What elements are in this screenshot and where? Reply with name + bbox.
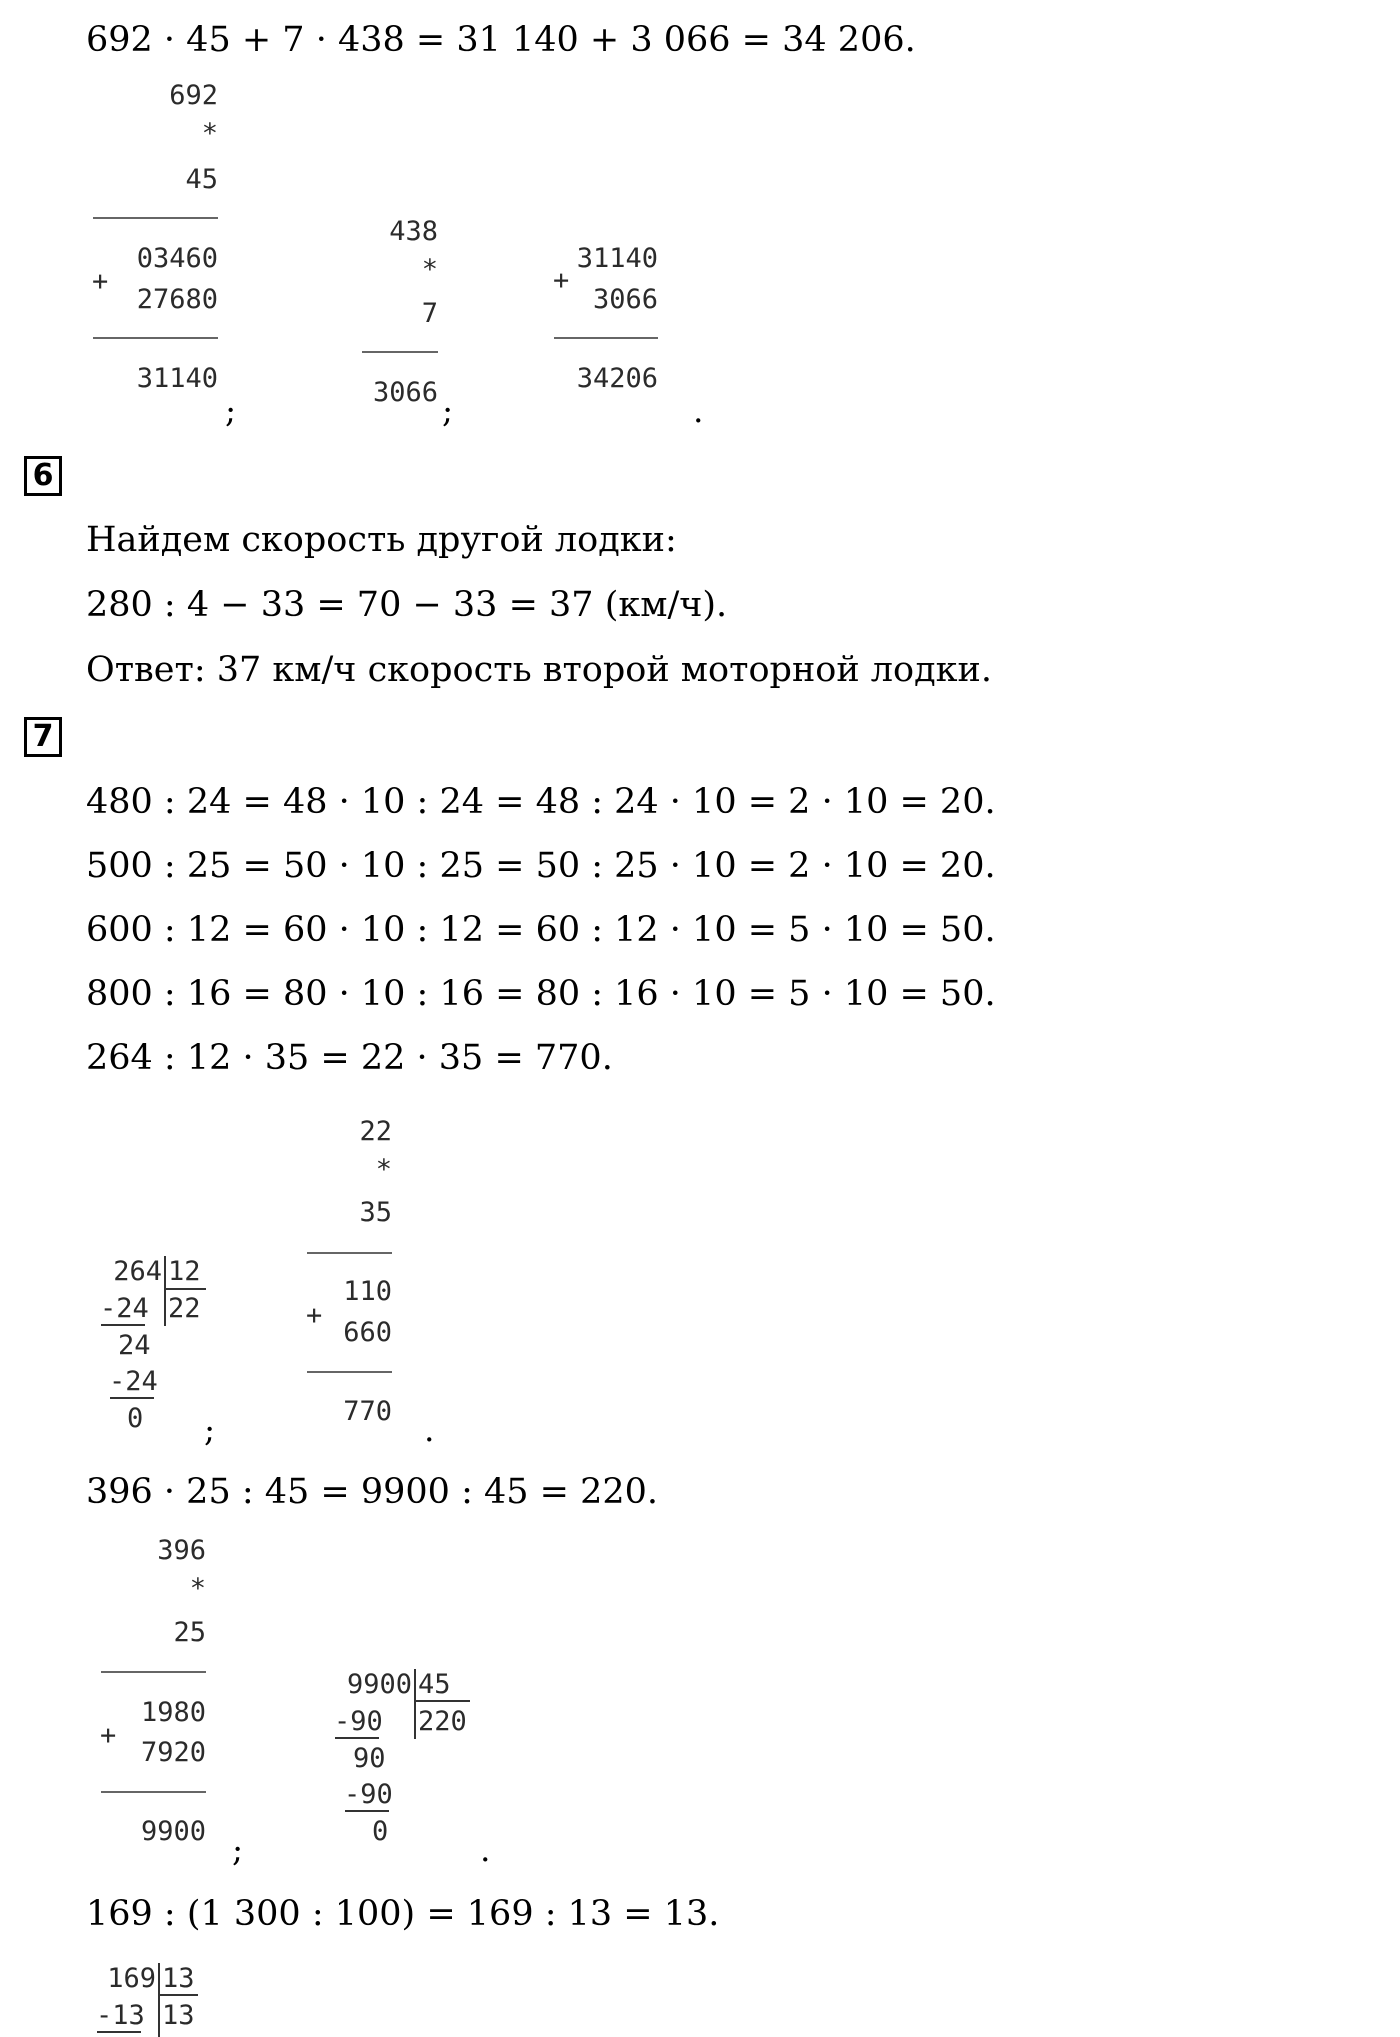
multiply-sign: * (375, 1154, 392, 1185)
equation-line: 169 : (1 300 : 100) = 169 : 13 = 13. (86, 1894, 720, 1934)
multiplicand: 396 (157, 1535, 206, 1566)
partial-product-2: 660 (343, 1317, 392, 1348)
underline (345, 1810, 389, 1812)
division-bar (164, 1256, 166, 1326)
partial-product-2: 7920 (140, 1737, 206, 1768)
underline (97, 2031, 141, 2033)
multiplier: 7 (421, 298, 438, 329)
equation-line: 500 : 25 = 50 · 10 : 25 = 50 : 25 · 10 = 2 · 10 = 20. (86, 846, 996, 886)
partial-product-1: 110 (343, 1276, 392, 1307)
plus-sign: + (100, 1720, 117, 1751)
multiplicand: 692 (169, 80, 218, 111)
semicolon: ; (204, 1410, 216, 1449)
semicolon: ; (232, 1830, 244, 1869)
equation-line: 264 : 12 · 35 = 22 · 35 = 770. (86, 1038, 613, 1078)
subtrahend-1: -90 (334, 1706, 383, 1737)
underline (110, 1397, 154, 1399)
dividend: 9900 (346, 1669, 412, 1700)
division-bar (414, 1669, 416, 1739)
equation-line: 600 : 12 = 60 · 10 : 12 = 60 : 12 · 10 = 5 · 10 = 50. (86, 910, 996, 950)
task-number-7: 7 (24, 717, 62, 757)
task-number-6: 6 (24, 456, 62, 496)
plus-sign: + (306, 1300, 323, 1331)
text-line: Найдем скорость другой лодки: (86, 520, 677, 560)
divisor-rule (166, 1288, 206, 1290)
period: . (693, 391, 704, 430)
partial-product-2: 27680 (136, 284, 218, 315)
equation-line: 800 : 16 = 80 · 10 : 16 = 80 : 16 · 10 = 5 · 10 = 50. (86, 974, 996, 1014)
multiplicand: 22 (359, 1116, 392, 1147)
semicolon: ; (442, 391, 454, 430)
addend-2: 3066 (592, 284, 658, 315)
rule (307, 1371, 392, 1373)
subtrahend-1: -24 (100, 1293, 149, 1324)
divisor: 12 (168, 1256, 201, 1287)
plus-sign: + (92, 266, 109, 297)
product: 3066 (372, 377, 438, 408)
remainder: 0 (372, 1816, 389, 1847)
rule (93, 337, 218, 339)
multiplier: 45 (185, 164, 218, 195)
divisor: 45 (418, 1669, 451, 1700)
dividend: 264 (113, 1256, 162, 1287)
equation-692-45: 692 · 45 + 7 · 438 = 31 140 + 3 066 = 34 206. (86, 20, 916, 60)
quotient: 220 (418, 1706, 467, 1737)
remainder-step: 90 (353, 1743, 386, 1774)
equation-line: 480 : 24 = 48 · 10 : 24 = 48 : 24 · 10 = 2 · 10 = 20. (86, 782, 996, 822)
sum: 34206 (576, 363, 658, 394)
equation-line: 396 · 25 : 45 = 9900 : 45 = 220. (86, 1472, 659, 1512)
underline (335, 1737, 379, 1739)
multiply-sign: * (189, 1573, 206, 1604)
rule (307, 1252, 392, 1254)
division-bar (158, 1963, 160, 2037)
addend-1: 31140 (576, 243, 658, 274)
divisor: 13 (162, 1963, 195, 1994)
period: . (424, 1410, 435, 1449)
rule (93, 217, 218, 219)
multiplier: 25 (173, 1617, 206, 1648)
subtrahend-2: -90 (344, 1779, 393, 1810)
semicolon: ; (225, 391, 237, 430)
divisor-rule (160, 1994, 198, 1996)
multiply-sign: * (421, 254, 438, 285)
subtrahend-2: -24 (109, 1366, 158, 1397)
divisor-rule (416, 1700, 470, 1702)
rule (101, 1671, 206, 1673)
product: 9900 (140, 1816, 206, 1847)
partial-product-1: 1980 (140, 1697, 206, 1728)
rule (362, 351, 438, 353)
equation-line: 280 : 4 − 33 = 70 − 33 = 37 (км/ч). (86, 585, 728, 625)
subtrahend-1: -13 (96, 2000, 145, 2031)
partial-product-1: 03460 (136, 243, 218, 274)
remainder: 0 (127, 1403, 144, 1434)
multiplier: 35 (359, 1197, 392, 1228)
rule (101, 1791, 206, 1793)
quotient: 13 (162, 2000, 195, 2031)
quotient: 22 (168, 1293, 201, 1324)
plus-sign: + (553, 265, 570, 296)
multiplicand: 438 (389, 216, 438, 247)
multiply-sign: * (201, 118, 218, 149)
answer-line: Ответ: 37 км/ч скорость второй моторной лодки. (86, 650, 992, 690)
remainder-step: 24 (118, 1330, 151, 1361)
period: . (480, 1830, 491, 1869)
product: 31140 (136, 363, 218, 394)
rule (554, 337, 658, 339)
dividend: 169 (107, 1963, 156, 1994)
product: 770 (343, 1396, 392, 1427)
underline (101, 1324, 145, 1326)
